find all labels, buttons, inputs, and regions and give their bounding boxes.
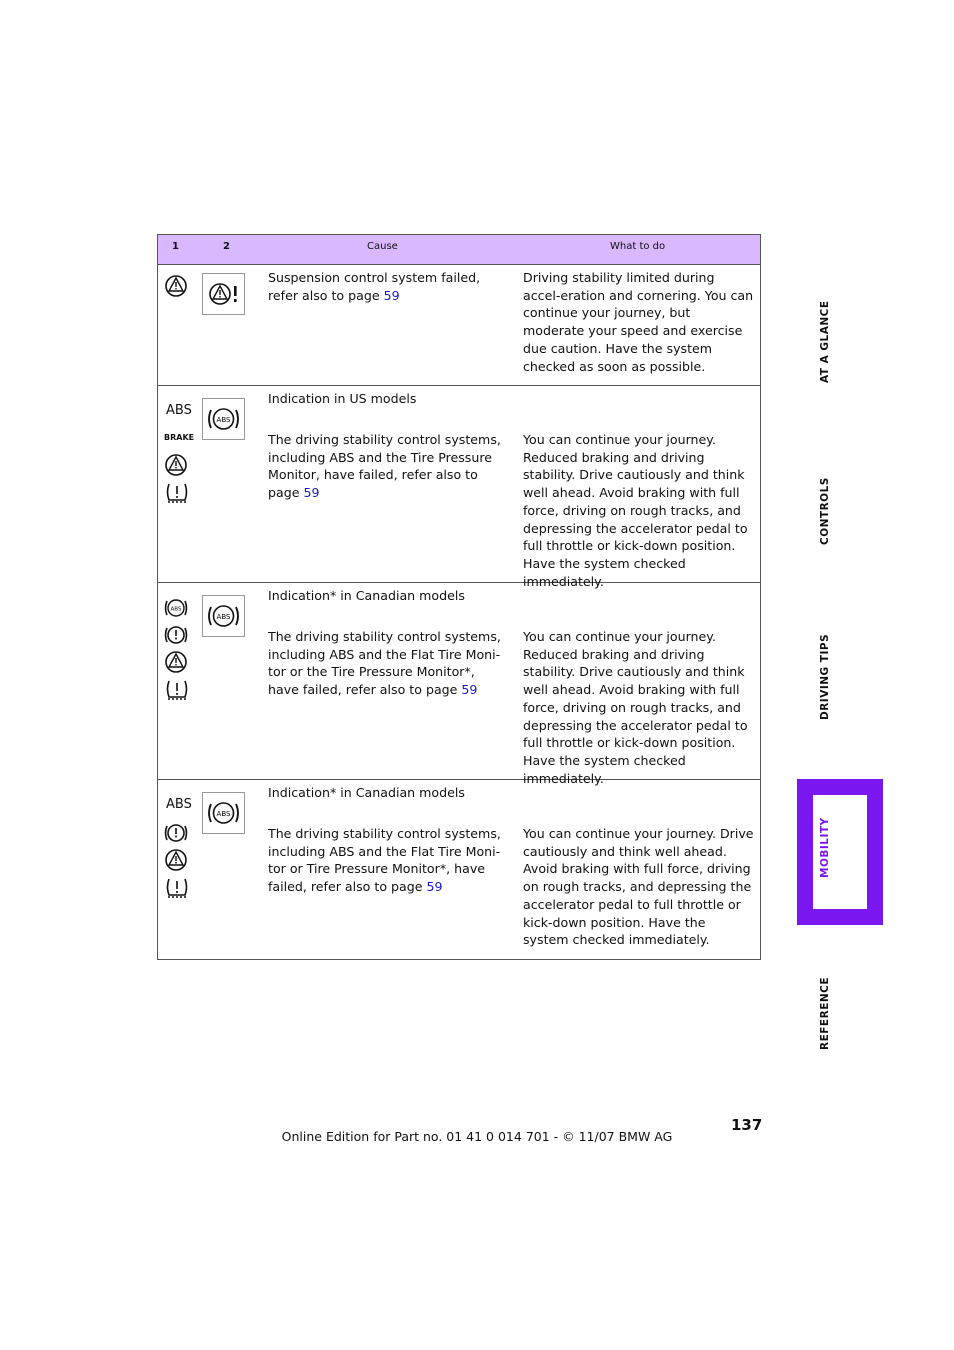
side-tab-mobility-active[interactable] <box>797 779 883 925</box>
side-tab-at-a-glance[interactable]: AT A GLANCE <box>819 300 831 383</box>
page-link[interactable]: 59 <box>461 682 478 698</box>
footer-text: Online Edition for Part no. 01 41 0 014 701 - © 11/07 BMW AG <box>281 1129 673 1144</box>
cause-header: Cause <box>367 241 398 252</box>
cause-text: The driving stability control systems, including ABS and the Flat Tire Moni-tor or the Tire Pressure Monitor*, have failed, refer also to page 59 <box>268 629 501 698</box>
svg-text:ABS: ABS <box>216 613 231 621</box>
brake-warning-icon <box>164 821 192 845</box>
brake-label: BRAKE <box>164 433 195 442</box>
warning-triangle-icon <box>164 274 192 298</box>
svg-text:ABS: ABS <box>170 606 182 613</box>
control-display-abs-icon <box>202 398 245 440</box>
svg-text:ABS: ABS <box>216 810 231 818</box>
abs-label: ABS <box>166 797 192 812</box>
side-tab-reference[interactable]: REFERENCE <box>819 976 831 1050</box>
tire-pressure-icon <box>164 677 192 701</box>
control-display-abs-icon <box>202 792 245 834</box>
col2-header: 2 <box>223 241 230 252</box>
todo-text: You can continue your journey. Drive cautiously and think well ahead. Avoid braking with full force, driving on rough tracks, and depressing the accelerator pedal to full throttle or kick-down position. Have the system checked immediately. <box>523 826 754 948</box>
todo-text: Driving stability limited during accel-eration and cornering. You can continue your journey, but moderate your speed and exercise due caution. Have the system checked as soon as possible. <box>523 270 754 374</box>
warning-triangle-icon <box>164 650 192 674</box>
table-row <box>158 780 760 959</box>
control-display-suspension-icon <box>202 273 245 315</box>
side-tab-controls[interactable]: CONTROLS <box>819 477 831 545</box>
warning-triangle-icon <box>164 453 192 477</box>
todo-header: What to do <box>610 241 666 252</box>
page-link[interactable]: 59 <box>303 485 320 501</box>
table-row <box>158 583 760 786</box>
warning-lamp-table <box>157 234 761 960</box>
page-link[interactable]: 59 <box>383 287 400 303</box>
col1-header: 1 <box>172 241 179 252</box>
page-number: 137 <box>731 1116 763 1134</box>
tire-pressure-icon <box>164 480 192 504</box>
intro-text: Indication* in Canadian models <box>268 785 465 800</box>
cause-text: The driving stability control systems, including ABS and the Flat Tire Moni-tor or Tire Pressure Monitor*, have failed, refer also to page 59 <box>268 826 501 895</box>
brake-warning-icon <box>164 623 192 647</box>
todo-text: You can continue your journey. Reduced braking and driving stability. Drive cautiously and think well ahead. Avoid braking with full force, driving on rough tracks, and depressing the accelerator pedal to full throttle or kick-down position. Have the system checked immediately. <box>523 432 748 589</box>
todo-text: You can continue your journey. Reduced braking and driving stability. Drive cautiously and think well ahead. Avoid braking with full force, driving on rough tracks, and depressing the accelerator pedal to full throttle or kick-down position. Have the system checked immediately. <box>523 629 748 786</box>
table-row <box>158 386 760 589</box>
tire-pressure-icon <box>164 875 192 899</box>
intro-text: Indication in US models <box>268 391 417 406</box>
svg-text:ABS: ABS <box>216 416 231 424</box>
abs-icon <box>164 596 192 620</box>
side-tab-driving-tips[interactable]: DRIVING TIPS <box>819 633 831 720</box>
abs-label: ABS <box>166 403 192 418</box>
side-tab-mobility-label: MOBILITY <box>819 817 831 878</box>
intro-text: Indication* in Canadian models <box>268 588 465 603</box>
table-row <box>158 265 760 386</box>
page-link[interactable]: 59 <box>426 879 443 895</box>
control-display-abs-icon <box>202 595 245 637</box>
table-header <box>158 235 760 265</box>
cause-text: The driving stability control systems, including ABS and the Tire Pressure Monitor, have failed, refer also to page 59 <box>268 432 501 501</box>
cause-text: Suspension control system failed, refer also to page 59 <box>268 270 481 303</box>
warning-triangle-icon <box>164 848 192 872</box>
